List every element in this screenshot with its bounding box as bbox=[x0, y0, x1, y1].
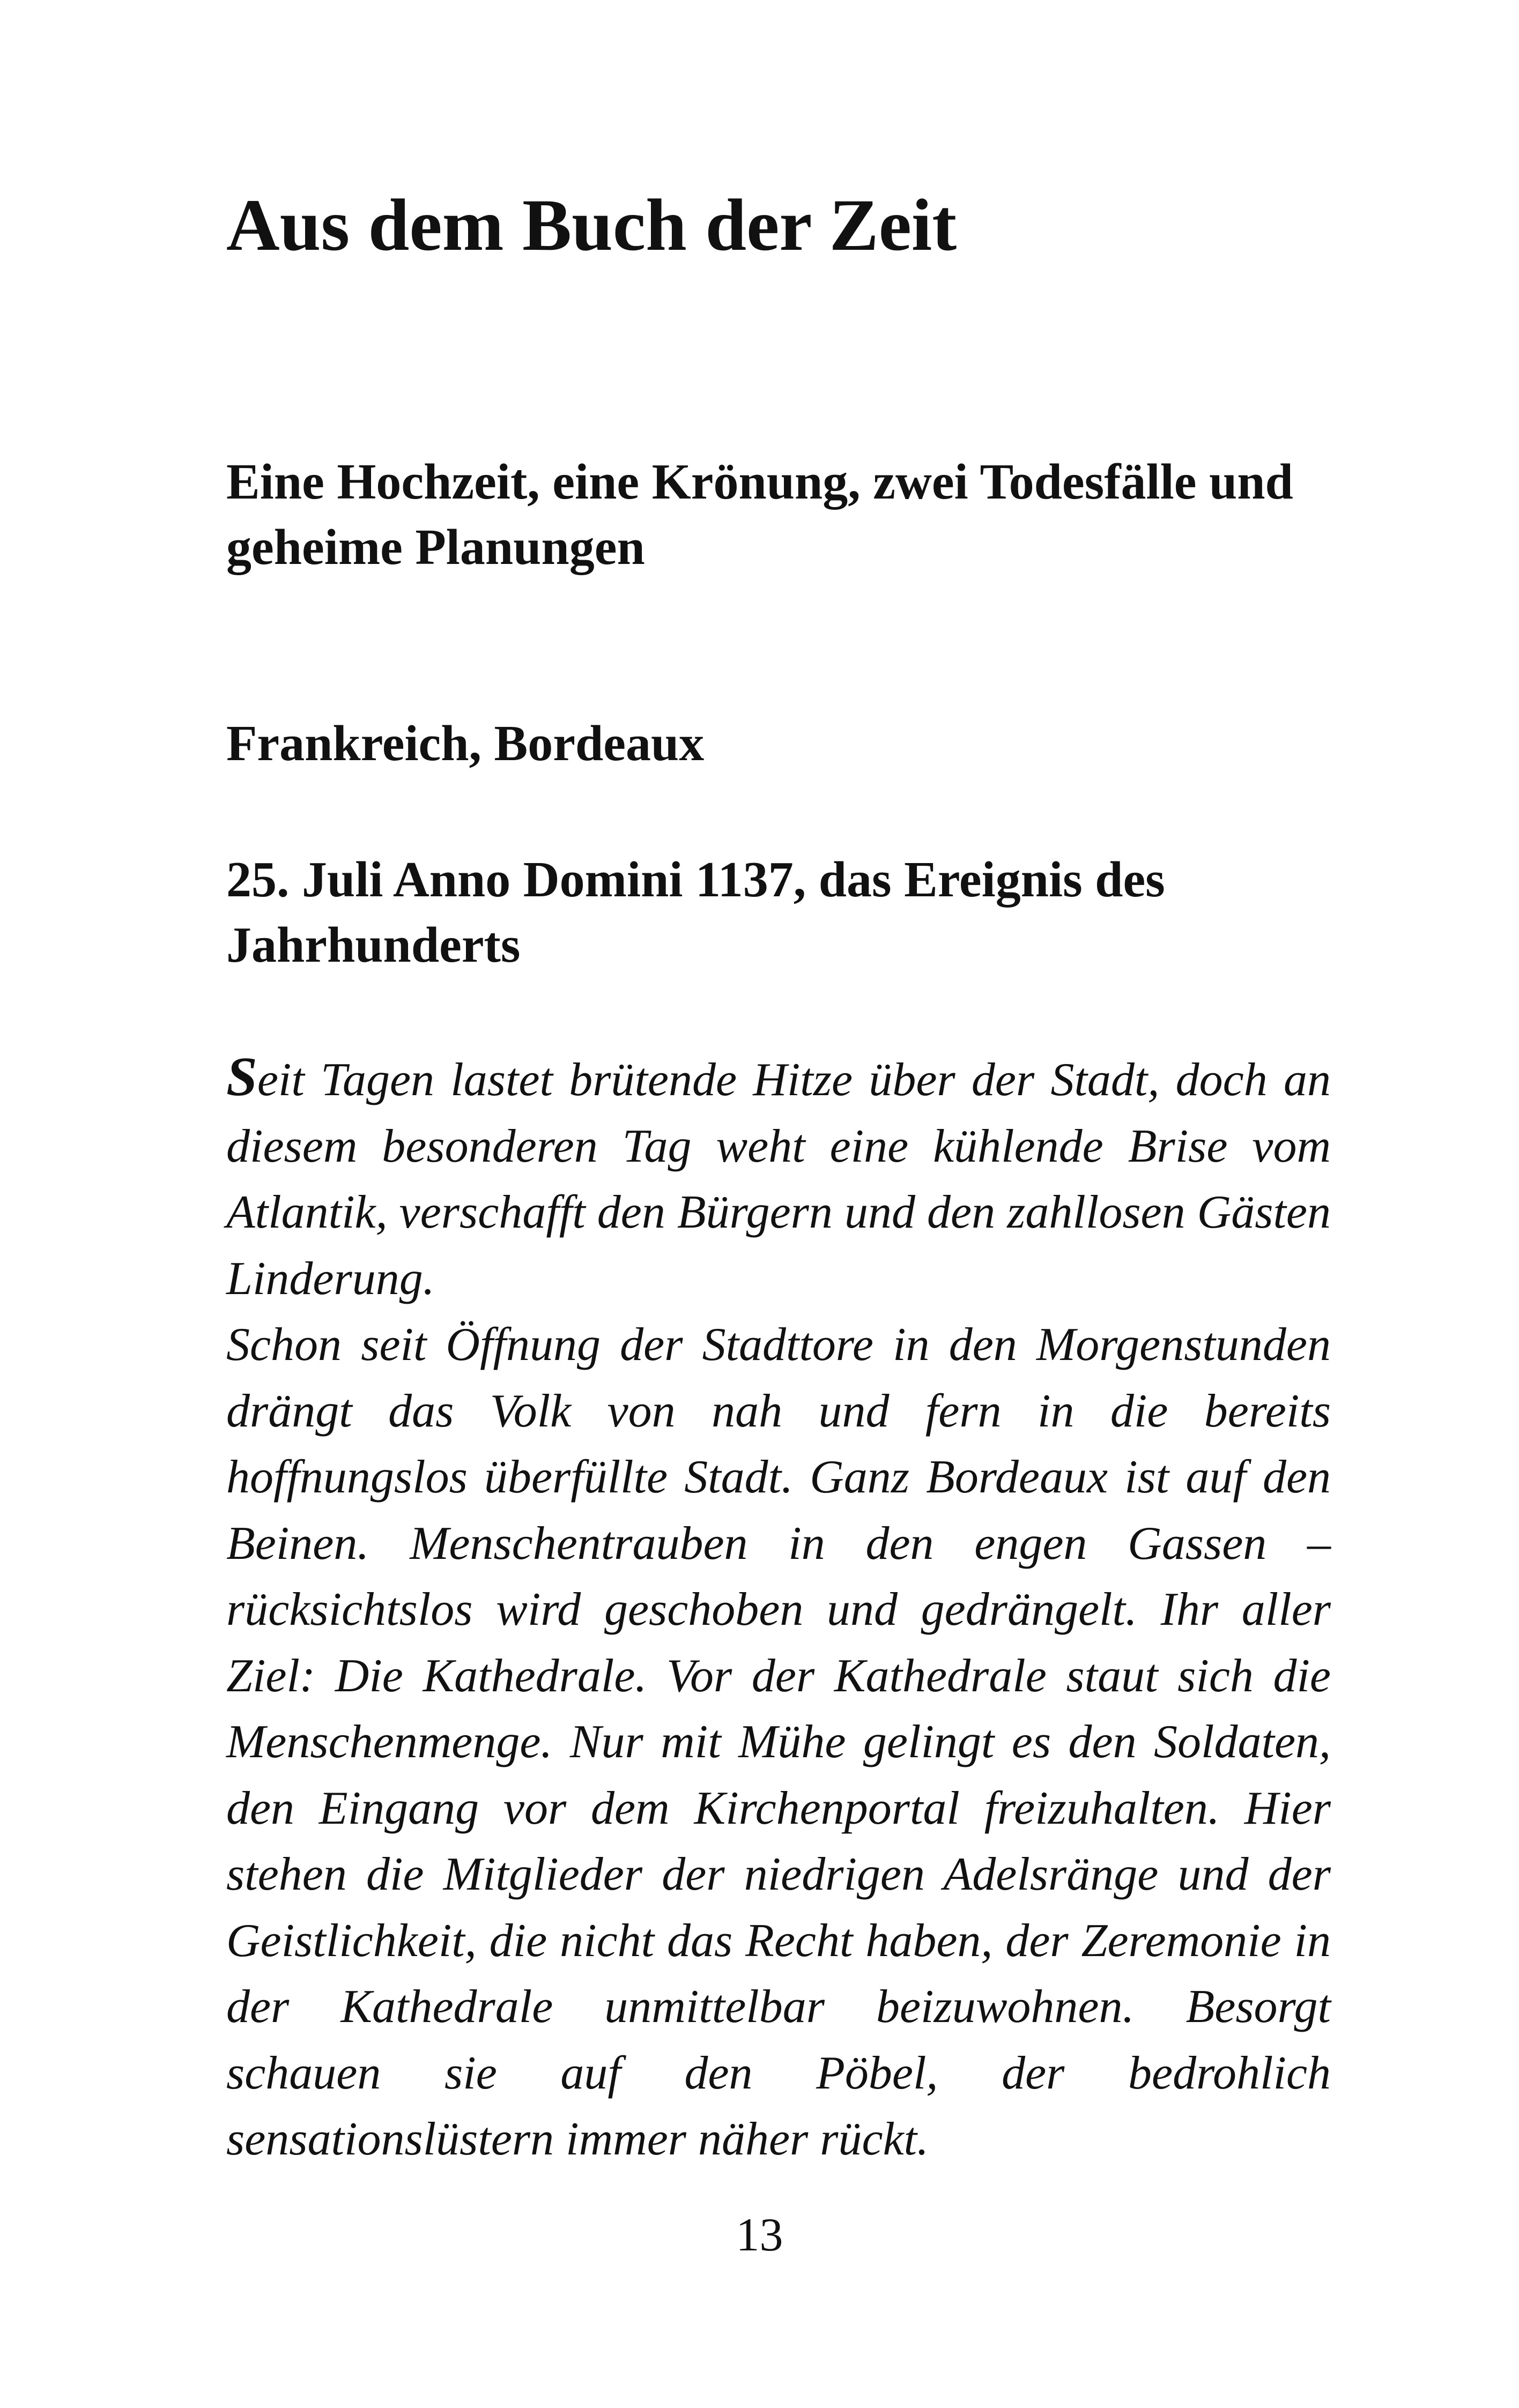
drop-cap: S bbox=[226, 1046, 257, 1108]
body-text bbox=[226, 1044, 1331, 2173]
date-heading: 25. Juli Anno Domini 1137, das Ereignis des Jahrhunderts bbox=[226, 852, 1165, 973]
place-heading: Frankreich, Bordeaux bbox=[226, 716, 705, 771]
book-title: Aus dem Buch der Zeit bbox=[226, 184, 957, 266]
chapter-heading: Eine Hochzeit, eine Krönung, zwei Todesfälle und geheime Planungen bbox=[226, 454, 1293, 575]
paragraph-2: Schon seit Öffnung der Stadttore in den Morgenstunden drängt das Volk von nah und fern in die bereits hoffnungslos überfüllte Stadt. Ganz Bordeaux ist auf den Beinen. Menschentrauben in den engen Gassen – rücksichtslos wird geschoben und gedrängelt. Ihr aller Ziel: Die Kathedrale. Vor der Kathedrale staut sich die Menschenmenge. Nur mit Mühe gelingt es den Soldaten, den Eingang vor dem Kirchenportal freizuhalten. Hier stehen die Mitglieder der niedrigen Adelsränge und der Geistlichkeit, die nicht das Recht haben, der Zeremonie in der Kathedrale unmittelbar beizuwohnen. Besorgt schauen sie auf den Pöbel, der bedrohlich sensationslüstern immer näher rückt. bbox=[226, 1319, 1331, 2165]
paragraph-1-text: eit Tagen lastet brütende Hitze über der Stadt, doch an diesem besonderen Tag weht eine kühlende Brise vom Atlantik, verschafft den Bürgern und den zahllosen Gästen Linderung. bbox=[226, 1054, 1331, 1305]
page-number: 13 bbox=[736, 2209, 783, 2261]
paragraph-1 bbox=[226, 1044, 1331, 1312]
